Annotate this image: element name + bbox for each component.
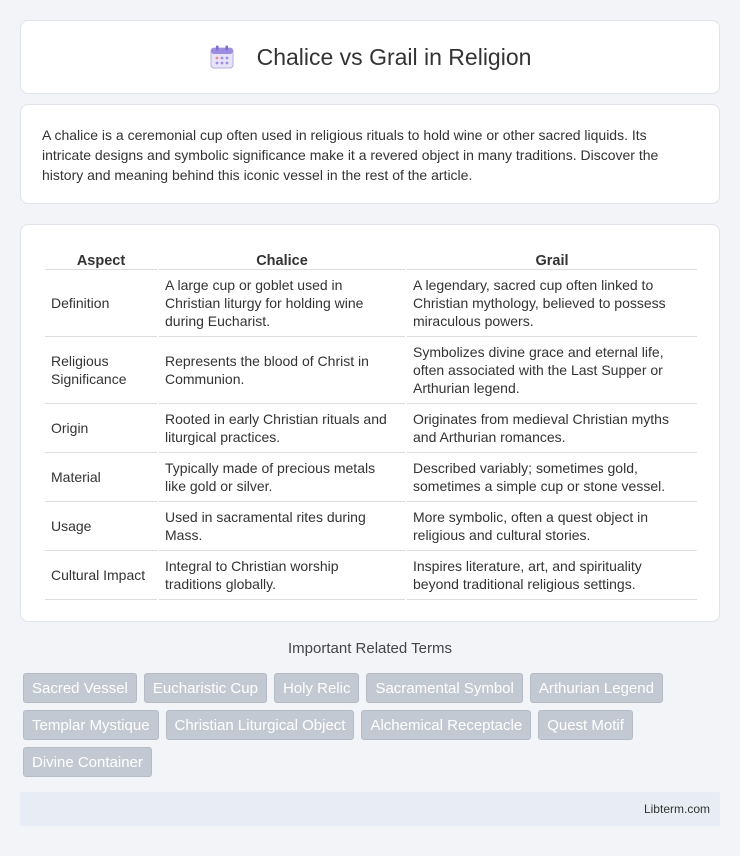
table-row (45, 502, 697, 551)
cell-aspect: Religious Significance (45, 337, 157, 404)
tag-list (20, 673, 720, 777)
cell-grail: A legendary, sacred cup often linked to Christian mythology, believed to possess miraculous powers. (407, 270, 697, 337)
header-chalice: Chalice (159, 247, 405, 270)
cell-aspect: Origin (45, 404, 157, 453)
cell-chalice: Integral to Christian worship traditions globally. (159, 551, 405, 600)
cell-chalice: Typically made of precious metals like gold or silver. (159, 453, 405, 502)
comparison-card (20, 224, 720, 622)
tag-arthurian-legend[interactable]: Arthurian Legend (530, 673, 663, 703)
cell-aspect: Usage (45, 502, 157, 551)
header-aspect: Aspect (45, 247, 157, 270)
cell-grail: Originates from medieval Christian myths and Arthurian romances. (407, 404, 697, 453)
cell-chalice: Rooted in early Christian rituals and liturgical practices. (159, 404, 405, 453)
cell-chalice: Used in sacramental rites during Mass. (159, 502, 405, 551)
intro-text: A chalice is a ceremonial cup often used in religious rituals to hold wine or other sacred liquids. Its intricate designs and symbolic significance make it a revered object in many traditions. Discover the history and meaning behind this iconic vessel in the rest of the article. (42, 127, 659, 183)
cell-aspect: Material (45, 453, 157, 502)
tag-sacramental-symbol[interactable]: Sacramental Symbol (366, 673, 522, 703)
cell-grail: Described variably; sometimes gold, sometimes a simple cup or stone vessel. (407, 453, 697, 502)
header-card (20, 20, 720, 94)
tag-christian-liturgical-object[interactable]: Christian Liturgical Object (166, 710, 355, 740)
related-terms-title: Important Related Terms (288, 640, 452, 657)
cell-grail: Inspires literature, art, and spirituality beyond traditional religious settings. (407, 551, 697, 600)
cell-aspect: Cultural Impact (45, 551, 157, 600)
tag-templar-mystique[interactable]: Templar Mystique (23, 710, 159, 740)
tag-holy-relic[interactable]: Holy Relic (274, 673, 360, 703)
footer-site-link[interactable]: Libterm.com (643, 802, 710, 816)
tag-eucharistic-cup[interactable]: Eucharistic Cup (144, 673, 267, 703)
table-row (45, 337, 697, 404)
tag-divine-container[interactable]: Divine Container (23, 747, 152, 777)
calendar-icon (209, 44, 235, 70)
cell-grail: Symbolizes divine grace and eternal life, often associated with the Last Supper or Arthurian legend. (407, 337, 697, 404)
tag-sacred-vessel[interactable]: Sacred Vessel (23, 673, 137, 703)
footer (20, 792, 720, 826)
cell-chalice: Represents the blood of Christ in Communion. (159, 337, 405, 404)
related-terms-section (20, 640, 720, 777)
intro-card (20, 104, 720, 204)
table-row (45, 270, 697, 337)
header-grail: Grail (407, 247, 697, 270)
table-header-row (45, 247, 697, 270)
cell-chalice: A large cup or goblet used in Christian liturgy for holding wine during Eucharist. (159, 270, 405, 337)
tag-quest-motif[interactable]: Quest Motif (538, 710, 633, 740)
cell-aspect: Definition (45, 270, 157, 337)
table-row (45, 551, 697, 600)
comparison-table (43, 247, 699, 600)
tag-alchemical-receptacle[interactable]: Alchemical Receptacle (361, 710, 531, 740)
table-row (45, 453, 697, 502)
table-row (45, 404, 697, 453)
page-title: Chalice vs Grail in Religion (256, 43, 532, 70)
cell-grail: More symbolic, often a quest object in religious and cultural stories. (407, 502, 697, 551)
